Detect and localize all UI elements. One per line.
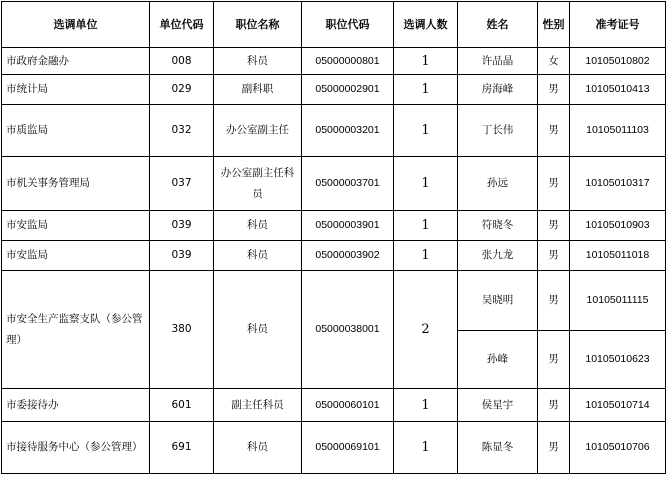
unit-cell: 市统计局 [2, 75, 150, 105]
selection-roster-table [1, 1, 666, 474]
table-row [2, 211, 666, 241]
unit-code-cell: 039 [150, 241, 214, 271]
count-cell: 1 [394, 75, 458, 105]
count-cell: 1 [394, 389, 458, 422]
header-position-code: 职位代码 [302, 2, 394, 48]
gender-cell: 男 [538, 211, 570, 241]
unit-cell: 市机关事务管理局 [2, 157, 150, 211]
ticket-cell: 10105010802 [570, 48, 666, 75]
header-unit-code: 单位代码 [150, 2, 214, 48]
name-cell: 张九龙 [458, 241, 538, 271]
table-row [2, 241, 666, 271]
position-code-cell: 05000003201 [302, 105, 394, 157]
header-gender: 性别 [538, 2, 570, 48]
position-cell: 科员 [214, 241, 302, 271]
table-row [2, 389, 666, 422]
unit-code-cell: 032 [150, 105, 214, 157]
position-cell: 办公室副主任科员 [214, 157, 302, 211]
count-cell: 1 [394, 105, 458, 157]
gender-cell: 男 [538, 75, 570, 105]
ticket-cell: 10105011115 [570, 271, 666, 331]
header-ticket: 准考证号 [570, 2, 666, 48]
position-code-cell: 05000003701 [302, 157, 394, 211]
position-code-cell: 05000000801 [302, 48, 394, 75]
count-cell: 1 [394, 211, 458, 241]
unit-code-cell: 037 [150, 157, 214, 211]
name-cell: 符晓冬 [458, 211, 538, 241]
gender-cell: 男 [538, 331, 570, 389]
table-row [2, 75, 666, 105]
name-cell: 侯星宇 [458, 389, 538, 422]
header-count: 选调人数 [394, 2, 458, 48]
position-code-cell: 05000003902 [302, 241, 394, 271]
unit-cell: 市接待服务中心（参公管理） [2, 422, 150, 474]
unit-code-cell: 691 [150, 422, 214, 474]
ticket-cell: 10105010317 [570, 157, 666, 211]
gender-cell: 女 [538, 48, 570, 75]
name-cell: 丁长伟 [458, 105, 538, 157]
table-row [2, 422, 666, 474]
count-cell: 1 [394, 241, 458, 271]
count-cell: 1 [394, 157, 458, 211]
ticket-cell: 10105011018 [570, 241, 666, 271]
position-code-cell: 05000069101 [302, 422, 394, 474]
gender-cell: 男 [538, 422, 570, 474]
ticket-cell: 10105010413 [570, 75, 666, 105]
ticket-cell: 10105010714 [570, 389, 666, 422]
gender-cell: 男 [538, 105, 570, 157]
unit-code-cell: 008 [150, 48, 214, 75]
unit-cell: 市政府金融办 [2, 48, 150, 75]
unit-cell: 市质监局 [2, 105, 150, 157]
table-row [2, 157, 666, 211]
header-row [2, 2, 666, 48]
position-code-cell: 05000060101 [302, 389, 394, 422]
count-cell: 1 [394, 422, 458, 474]
table-row [2, 48, 666, 75]
name-cell: 孙峰 [458, 331, 538, 389]
position-cell: 科员 [214, 211, 302, 241]
name-cell: 吴晓明 [458, 271, 538, 331]
header-unit: 选调单位 [2, 2, 150, 48]
name-cell: 许品晶 [458, 48, 538, 75]
table-row [2, 105, 666, 157]
unit-code-cell: 380 [150, 271, 214, 389]
position-code-cell: 05000002901 [302, 75, 394, 105]
unit-code-cell: 029 [150, 75, 214, 105]
header-name: 姓名 [458, 2, 538, 48]
ticket-cell: 10105010903 [570, 211, 666, 241]
name-cell: 陈显冬 [458, 422, 538, 474]
ticket-cell: 10105011103 [570, 105, 666, 157]
gender-cell: 男 [538, 241, 570, 271]
ticket-cell: 10105010706 [570, 422, 666, 474]
position-cell: 副科职 [214, 75, 302, 105]
position-cell: 科员 [214, 48, 302, 75]
position-code-cell: 05000003901 [302, 211, 394, 241]
ticket-cell: 10105010623 [570, 331, 666, 389]
gender-cell: 男 [538, 271, 570, 331]
unit-cell: 市安监局 [2, 241, 150, 271]
position-cell: 科员 [214, 271, 302, 389]
unit-cell: 市安全生产监察支队（参公管理） [2, 271, 150, 389]
gender-cell: 男 [538, 157, 570, 211]
name-cell: 孙远 [458, 157, 538, 211]
name-cell: 房海峰 [458, 75, 538, 105]
position-code-cell: 05000038001 [302, 271, 394, 389]
count-cell: 1 [394, 48, 458, 75]
unit-cell: 市安监局 [2, 211, 150, 241]
position-cell: 副主任科员 [214, 389, 302, 422]
unit-code-cell: 039 [150, 211, 214, 241]
header-position: 职位名称 [214, 2, 302, 48]
unit-cell: 市委接待办 [2, 389, 150, 422]
count-cell: 2 [394, 271, 458, 389]
position-cell: 科员 [214, 422, 302, 474]
unit-code-cell: 601 [150, 389, 214, 422]
table-row [2, 271, 666, 331]
position-cell: 办公室副主任 [214, 105, 302, 157]
gender-cell: 男 [538, 389, 570, 422]
